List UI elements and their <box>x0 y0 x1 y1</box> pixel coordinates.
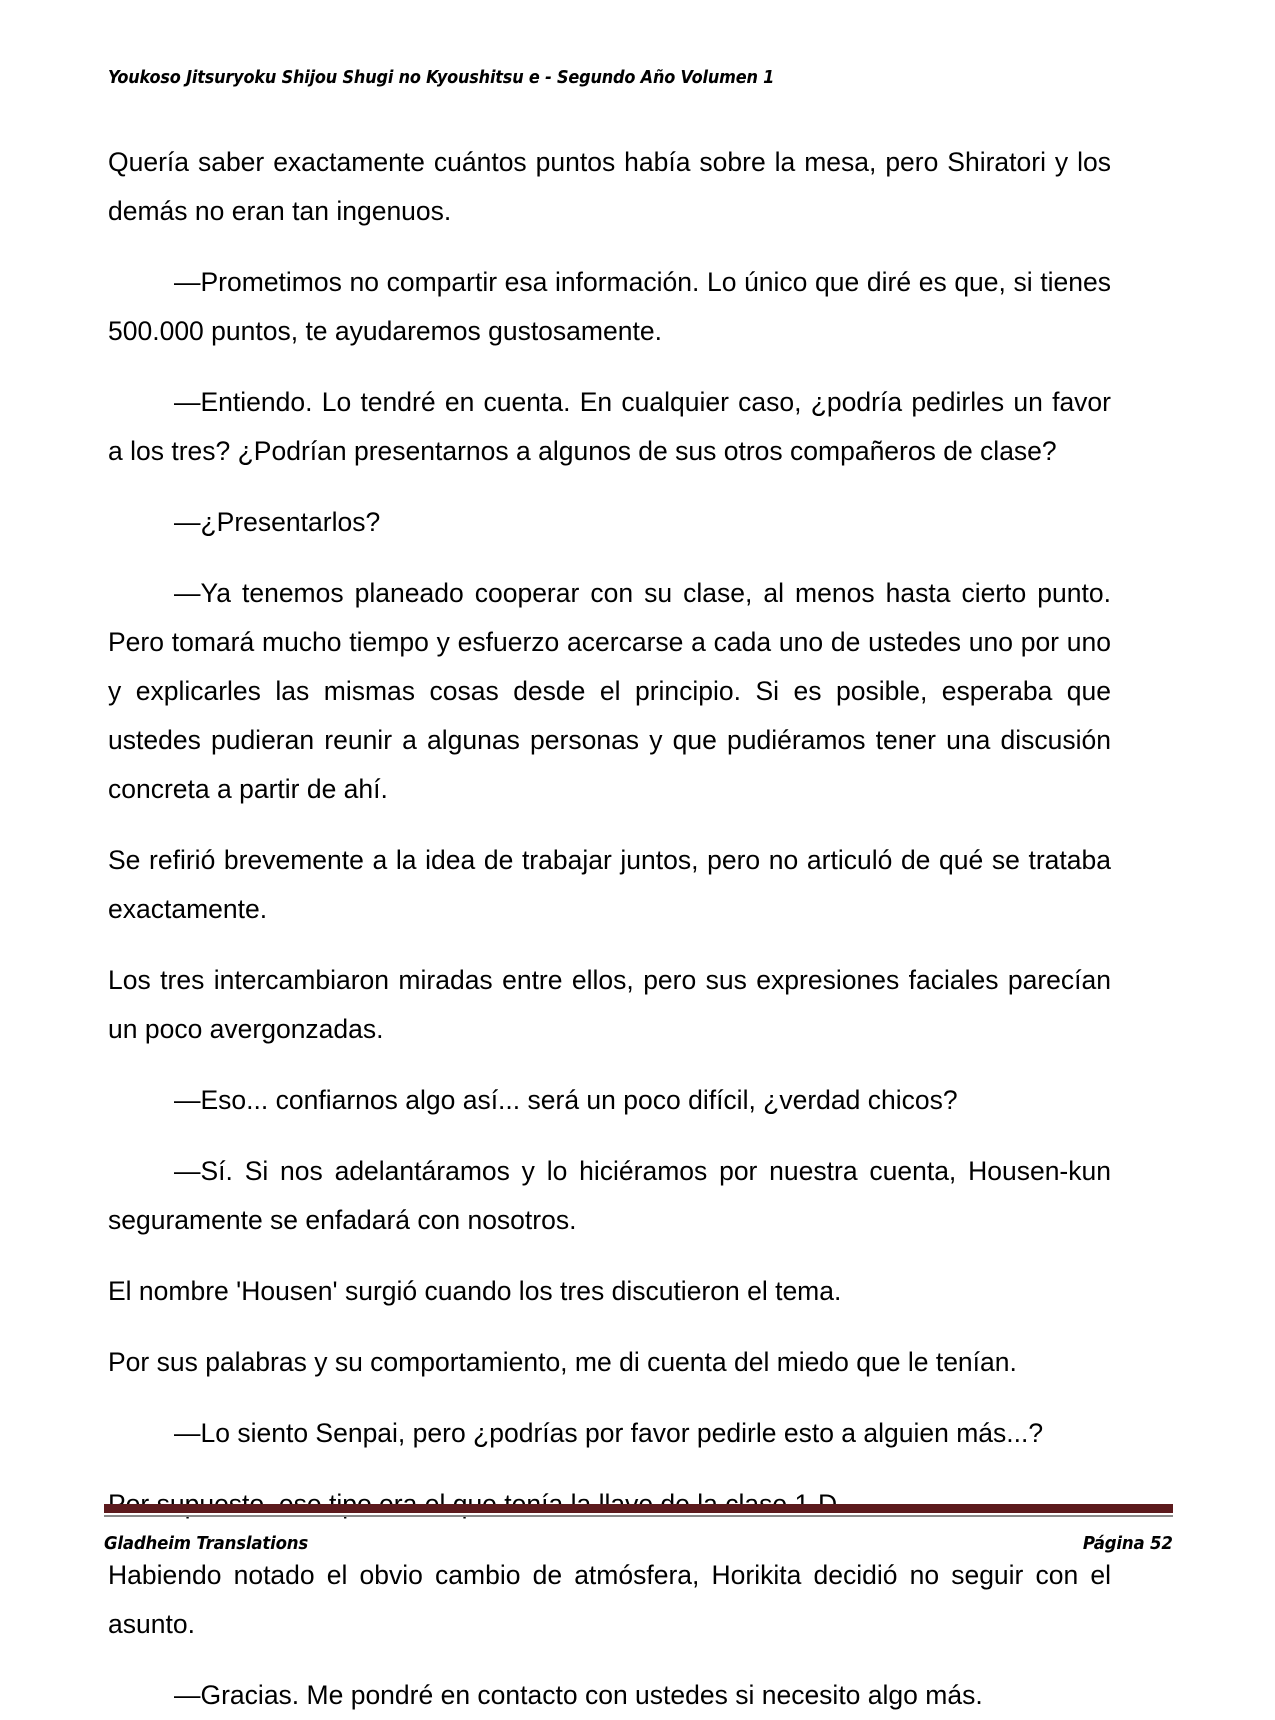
paragraph: Habiendo notado el obvio cambio de atmósfera, Horikita decidió no seguir con el asunto. <box>108 1560 1111 1639</box>
paragraph: El nombre 'Housen' surgió cuando los tres discutieron el tema. <box>108 1276 842 1306</box>
paragraph: Se refirió brevemente a la idea de trabajar juntos, pero no articuló de qué se trataba exactamente. <box>108 845 1111 924</box>
paragraph: —Gracias. Me pondré en contacto con ustedes si necesito algo más. <box>174 1680 983 1710</box>
footer-row <box>104 1533 1173 1554</box>
footer-rule-thin <box>104 1515 1173 1517</box>
paragraph: —Sí. Si nos adelantáramos y lo hiciéramos por nuestra cuenta, Housen-kun seguramente se enfadará con nosotros. <box>108 1156 1111 1235</box>
paragraph: —¿Presentarlos? <box>174 507 381 537</box>
page-header <box>108 68 1168 100</box>
paragraph: —Prometimos no compartir esa información. Lo único que diré es que, si tienes 500.000 puntos, te ayudaremos gustosamente. <box>108 267 1111 346</box>
paragraph: —Ya tenemos planeado cooperar con su clase, al menos hasta cierto punto. Pero tomará mucho tiempo y esfuerzo acercarse a cada uno de ustedes uno por uno y explicarles las mismas cosas desde el principio. Si es posible, esperaba que ustedes pudieran reunir a algunas personas y que pudiéramos tener una discusión concreta a partir de ahí. <box>108 578 1111 804</box>
paragraph: —Eso... confiarnos algo así... será un poco difícil, ¿verdad chicos? <box>174 1085 958 1115</box>
footer-page-number: Página 52 <box>1083 1533 1173 1554</box>
paragraph: Los tres intercambiaron miradas entre ellos, pero sus expresiones faciales parecían un poco avergonzadas. <box>108 965 1111 1044</box>
paragraph: —Lo siento Senpai, pero ¿podrías por favor pedirle esto a alguien más...? <box>174 1418 1044 1448</box>
header-title: Youkoso Jitsuryoku Shijou Shugi no Kyoushitsu e - Segundo Año Volumen 1 <box>108 68 775 88</box>
paragraph: Por sus palabras y su comportamiento, me di cuenta del miedo que le tenían. <box>108 1347 1017 1377</box>
paragraph: Quería saber exactamente cuántos puntos había sobre la mesa, pero Shiratori y los demás no eran tan ingenuos. <box>108 147 1111 226</box>
page-footer <box>104 1504 1173 1554</box>
document-body <box>108 138 1111 1720</box>
footer-translator-credit: Gladheim Translations <box>104 1533 309 1554</box>
paragraph: —Entiendo. Lo tendré en cuenta. En cualquier caso, ¿podría pedirles un favor a los tres? ¿Podrían presentarnos a algunos de sus otros compañeros de clase? <box>108 387 1111 466</box>
footer-rule-thick <box>104 1504 1173 1513</box>
